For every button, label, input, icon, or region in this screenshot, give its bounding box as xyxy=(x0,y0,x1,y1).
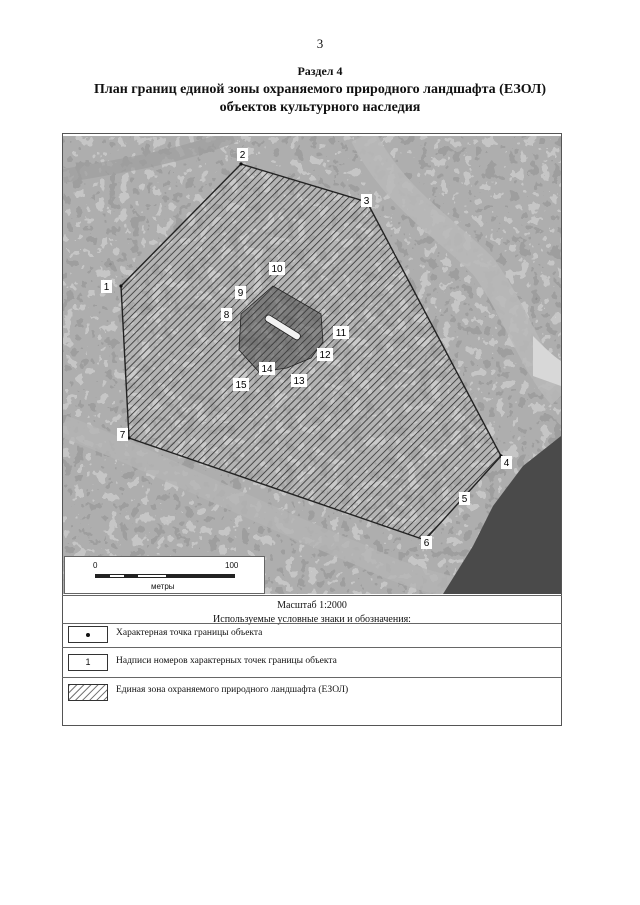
page-number: 3 xyxy=(316,36,324,51)
legend-number-sample: 1 xyxy=(85,657,91,667)
svg-text:12: 12 xyxy=(319,350,331,361)
point-label-13 xyxy=(291,374,307,387)
scale-bar-box xyxy=(64,556,265,594)
scale-bar-segment xyxy=(124,575,138,577)
scale-units-label: метры xyxy=(151,582,175,591)
svg-text:11: 11 xyxy=(335,328,347,339)
legend-item-point: Характерная точка границы объекта xyxy=(116,628,263,638)
legend-symbol-hatch xyxy=(68,684,108,701)
svg-text:7: 7 xyxy=(119,430,126,441)
scale-end-label: 100 xyxy=(225,561,239,570)
point-label-8 xyxy=(221,308,232,321)
scale-caption: Масштаб 1:2000 xyxy=(277,600,347,611)
svg-text:13: 13 xyxy=(293,376,305,387)
section-heading: Раздел 4 xyxy=(297,64,343,78)
point-label-15 xyxy=(233,378,249,391)
point-label-11 xyxy=(333,326,349,339)
svg-text:1: 1 xyxy=(103,282,110,293)
map-bottom-divider xyxy=(62,595,562,596)
point-label-5 xyxy=(459,492,470,505)
scale-bar-segment xyxy=(166,575,235,577)
point-label-9 xyxy=(235,286,246,299)
page-subtitle: объектов культурного наследия xyxy=(219,100,421,115)
svg-text:5: 5 xyxy=(461,494,468,505)
point-label-1 xyxy=(101,280,112,293)
scale-bar-segment xyxy=(96,575,110,577)
svg-text:4: 4 xyxy=(503,458,510,469)
point-label-7 xyxy=(117,428,128,441)
svg-text:9: 9 xyxy=(237,288,244,299)
page-title: План границ единой зоны охраняемого природного ландшафта (ЕЗОЛ) xyxy=(93,82,547,97)
scale-start-label: 0 xyxy=(93,561,98,570)
legend-divider xyxy=(62,647,562,648)
boundary-point xyxy=(239,162,242,165)
legend-divider xyxy=(62,623,562,624)
legend-heading: Используемые условные знаки и обозначения: xyxy=(213,614,411,625)
point-label-4 xyxy=(501,456,512,469)
legend-divider xyxy=(62,677,562,678)
legend-item-number: Надписи номеров характерных точек границы объекта xyxy=(116,656,337,666)
point-label-10 xyxy=(269,262,285,275)
boundary-point xyxy=(119,284,122,287)
point-dot-icon xyxy=(86,633,90,637)
svg-text:10: 10 xyxy=(271,264,283,275)
hatch-icon xyxy=(69,685,107,700)
svg-text:2: 2 xyxy=(239,150,246,161)
svg-text:15: 15 xyxy=(235,380,247,391)
legend-symbol-number xyxy=(68,654,108,671)
point-label-3 xyxy=(361,194,372,207)
point-label-2 xyxy=(237,148,248,161)
aerial-map xyxy=(63,136,561,594)
scale-bar xyxy=(95,574,235,578)
point-label-6 xyxy=(421,536,432,549)
legend-symbol-point xyxy=(68,626,108,643)
point-label-14 xyxy=(259,362,275,375)
legend-item-zone: Единая зона охраняемого природного ландшафта (ЕЗОЛ) xyxy=(116,685,349,695)
svg-text:14: 14 xyxy=(261,364,273,375)
svg-text:8: 8 xyxy=(223,310,230,321)
svg-text:6: 6 xyxy=(423,538,430,549)
point-label-12 xyxy=(317,348,333,361)
svg-text:3: 3 xyxy=(363,196,370,207)
